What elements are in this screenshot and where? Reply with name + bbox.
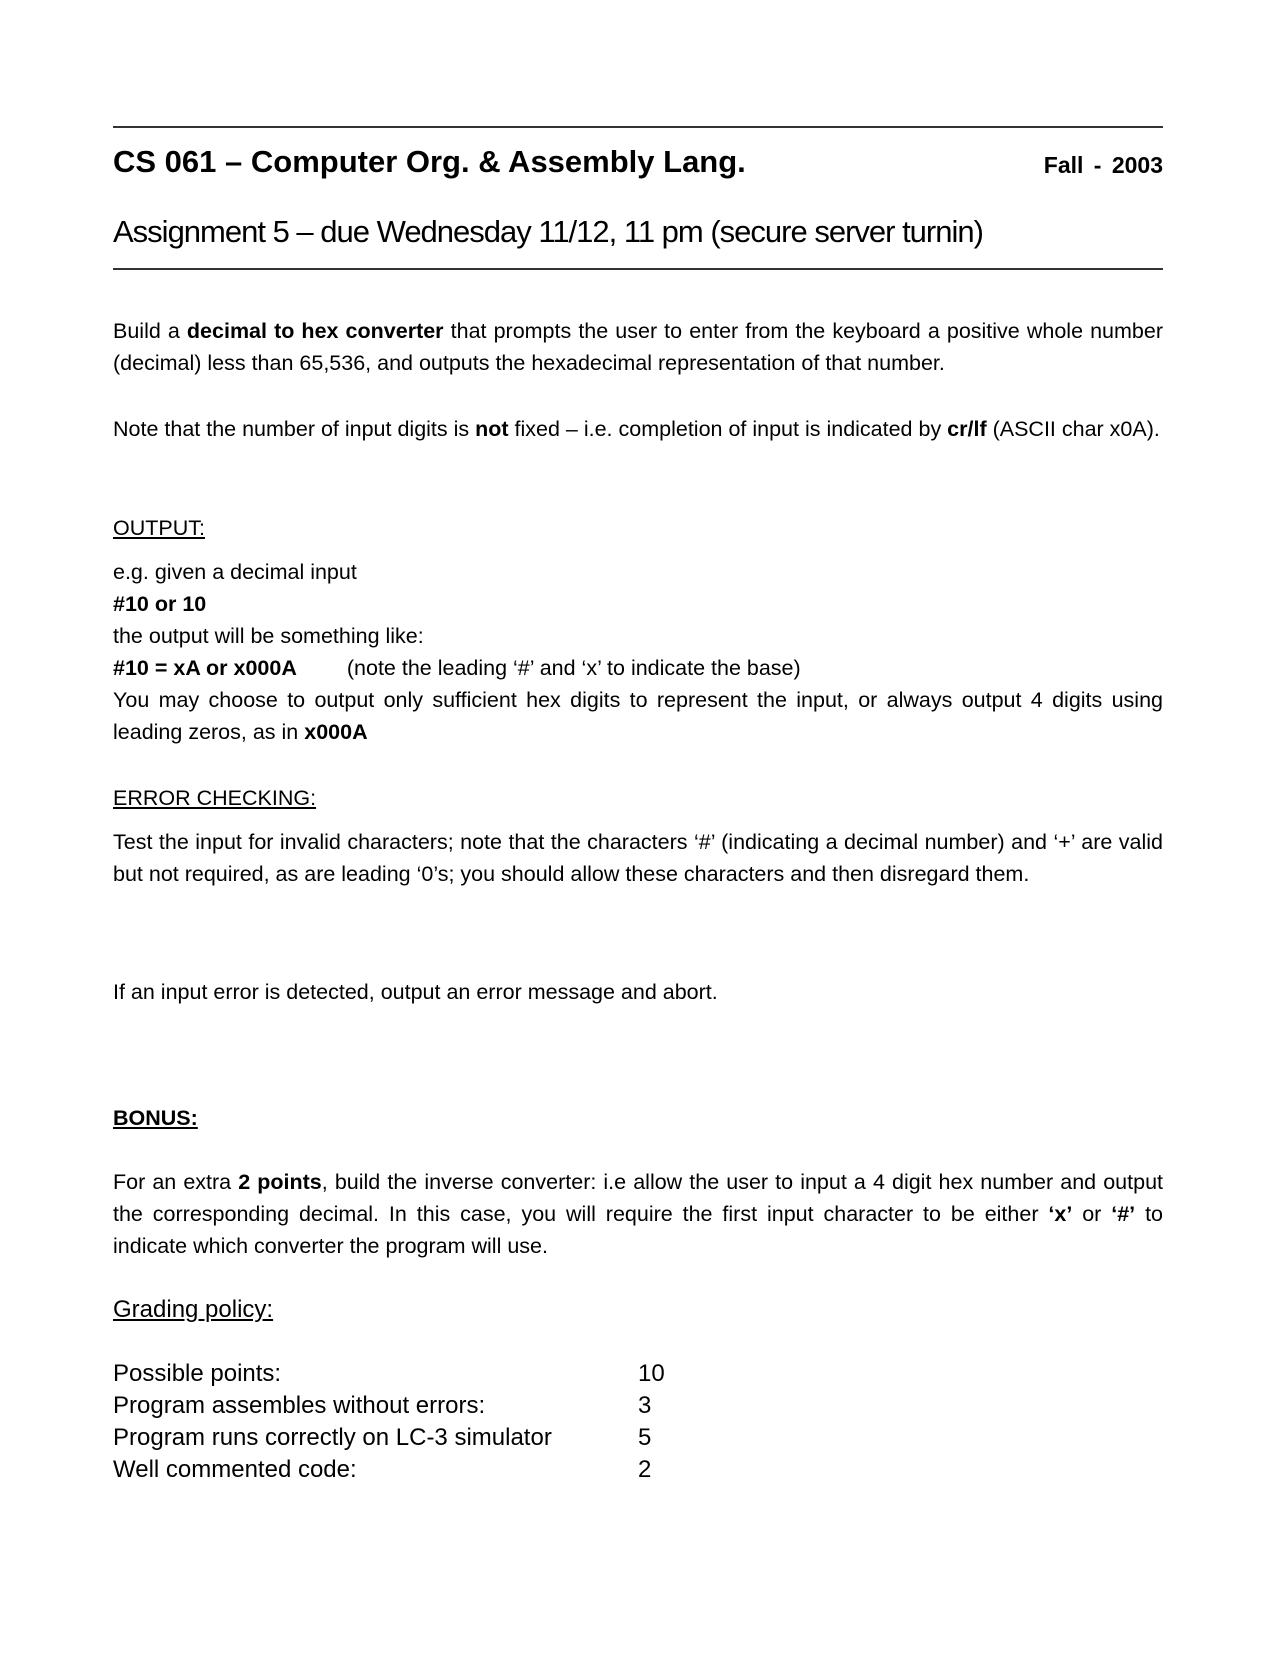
grading-row xyxy=(113,1424,1163,1452)
bonus-paragraph: For an extra 2 points, build the inverse converter: i.e allow the user to input a 4 digit hex number and output the corresponding decimal. In this case, you will require the first input character to be either ‘x’ or ‘#’ to indicate which converter the program will use. xyxy=(113,1170,1163,1258)
grading-label: Possible points: xyxy=(113,1360,282,1387)
output-line-3: the output will be something like: xyxy=(113,624,424,648)
output-heading: OUTPUT: xyxy=(113,516,205,540)
bonus-heading: BONUS: xyxy=(113,1106,198,1130)
grading-value: 2 xyxy=(638,1456,652,1483)
output-example-value: #10 = xA or x000A xyxy=(113,656,297,680)
assignment-title: Assignment 5 – due Wednesday 11/12, 11 pm (secure server turnin) xyxy=(113,214,983,249)
header-bottom-rule xyxy=(113,268,1163,270)
grading-label: Well commented code: xyxy=(113,1456,357,1483)
top-rule xyxy=(113,126,1163,128)
grading-row xyxy=(113,1456,1163,1484)
error-heading: ERROR CHECKING: xyxy=(113,786,317,810)
intro-paragraph: Build a decimal to hex converter that prompts the user to enter from the keyboard a positive whole number (decimal) less than 65,536, and outputs the hexadecimal representation of that number. xyxy=(113,319,1163,375)
output-example xyxy=(113,652,801,684)
course-title: CS 061 – Computer Org. & Assembly Lang. xyxy=(113,144,746,179)
abort-paragraph: If an input error is detected, output an error message and abort. xyxy=(113,980,718,1004)
output-line-2: #10 or 10 xyxy=(113,592,207,616)
output-line-1: e.g. given a decimal input xyxy=(113,560,357,584)
term-label: Fall - 2003 xyxy=(1043,152,1163,178)
error-paragraph: Test the input for invalid characters; note that the characters ‘#’ (indicating a decimal number) and ‘+’ are valid but not required, as are leading ‘0’s; you should allow these characters and then disregard them. xyxy=(113,830,1163,886)
note-paragraph: Note that the number of input digits is not fixed – i.e. completion of input is indicated by cr/lf (ASCII char x0A). xyxy=(113,417,1160,441)
grading-row xyxy=(113,1360,1163,1388)
grading-value: 3 xyxy=(638,1392,652,1419)
grading-heading: Grading policy: xyxy=(113,1296,274,1323)
grading-label: Program assembles without errors: xyxy=(113,1392,486,1419)
grading-value: 5 xyxy=(638,1424,652,1451)
grading-row xyxy=(113,1392,1163,1420)
output-example-note: (note the leading ‘#’ and ‘x’ to indicate the base) xyxy=(346,656,801,680)
grading-value: 10 xyxy=(638,1360,665,1387)
output-options-paragraph: You may choose to output only sufficient hex digits to represent the input, or always output 4 digits using leading zeros, as in x000A xyxy=(113,688,1163,744)
grading-label: Program runs correctly on LC-3 simulator xyxy=(113,1424,552,1451)
